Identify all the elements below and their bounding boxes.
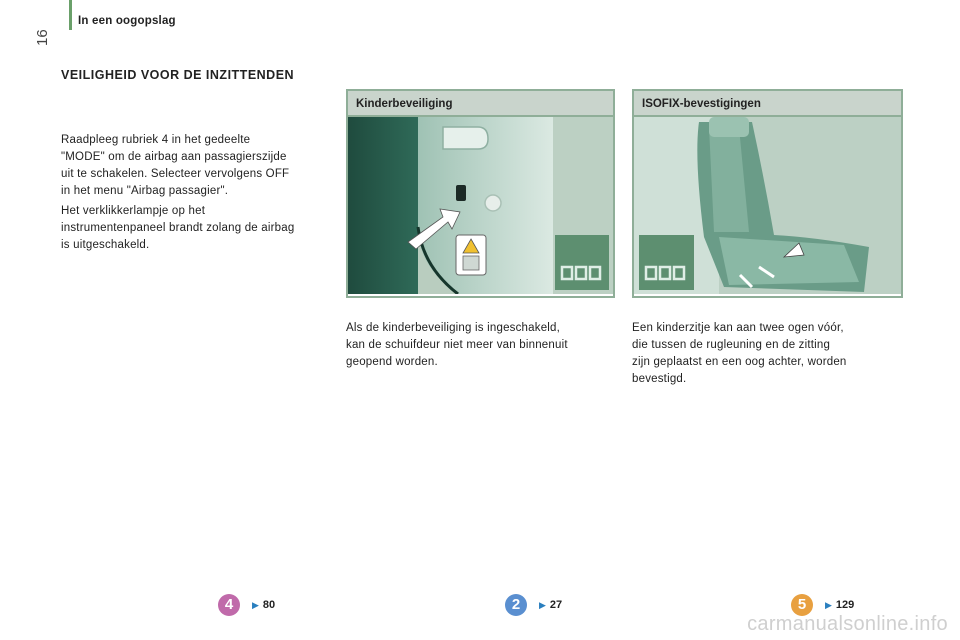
play-arrow-icon: ▶: [825, 600, 832, 610]
chapter-badge: 4: [218, 594, 240, 616]
play-arrow-icon: ▶: [252, 600, 259, 610]
page-header: In een oogopslag: [78, 15, 176, 27]
section-title: VEILIGHEID VOOR DE INZITTENDEN: [61, 68, 295, 82]
child-lock-caption: [346, 320, 616, 371]
panel-title: Kinderbeveiliging: [348, 91, 613, 117]
text-line: is uitgeschakeld.: [61, 239, 150, 251]
panel-title: ISOFIX-bevestigingen: [634, 91, 901, 117]
text-line: die tussen de rugleuning en de zitting: [632, 339, 831, 351]
watermark: carmanualsonline.info: [747, 613, 948, 635]
text-line: "MODE" om de airbag aan passagierszijde: [61, 151, 287, 163]
left-text: [61, 132, 331, 254]
text-line: instrumentenpaneel brandt zolang de airbag: [61, 222, 295, 234]
text-line: kan de schuifdeur niet meer van binnenuit: [346, 339, 568, 351]
chapter-badge: 2: [505, 594, 527, 616]
isofix-seat-illustration: [634, 117, 901, 294]
reference-page: 129: [835, 599, 855, 611]
text-line: geopend worden.: [346, 356, 438, 368]
left-paragraph-1: [61, 132, 331, 200]
left-paragraph-2: [61, 203, 331, 254]
header-accent-bar: [69, 0, 72, 30]
text-line: Als de kinderbeveiliging is ingeschakeld,: [346, 322, 561, 334]
reference-page: 80: [262, 599, 276, 611]
text-line: Raadpleeg rubriek 4 in het gedeelte: [61, 134, 251, 146]
page-number: 16: [34, 29, 51, 46]
text-line: Het verklikkerlampje op het: [61, 205, 206, 217]
reference-chapter-4[interactable]: [218, 594, 275, 616]
text-line: uit te schakelen. Selecteer vervolgens OFF: [61, 168, 290, 180]
page-reference: [252, 599, 275, 611]
text-line: zijn geplaatst en een oog achter, worden: [632, 356, 847, 368]
play-arrow-icon: ▶: [539, 600, 546, 610]
reference-chapter-2[interactable]: [505, 594, 562, 616]
isofix-panel: [632, 89, 903, 298]
chapter-badge: 5: [791, 594, 813, 616]
page-reference: [539, 599, 562, 611]
child-lock-illustration: [348, 117, 613, 294]
reference-page: 27: [549, 599, 563, 611]
page-reference: [825, 599, 854, 611]
text-line: bevestigd.: [632, 373, 687, 385]
text-line: in het menu "Airbag passagier".: [61, 185, 229, 197]
isofix-caption: [632, 320, 907, 388]
child-lock-panel: [346, 89, 615, 298]
text-line: Een kinderzitje kan aan twee ogen vóór,: [632, 322, 844, 334]
